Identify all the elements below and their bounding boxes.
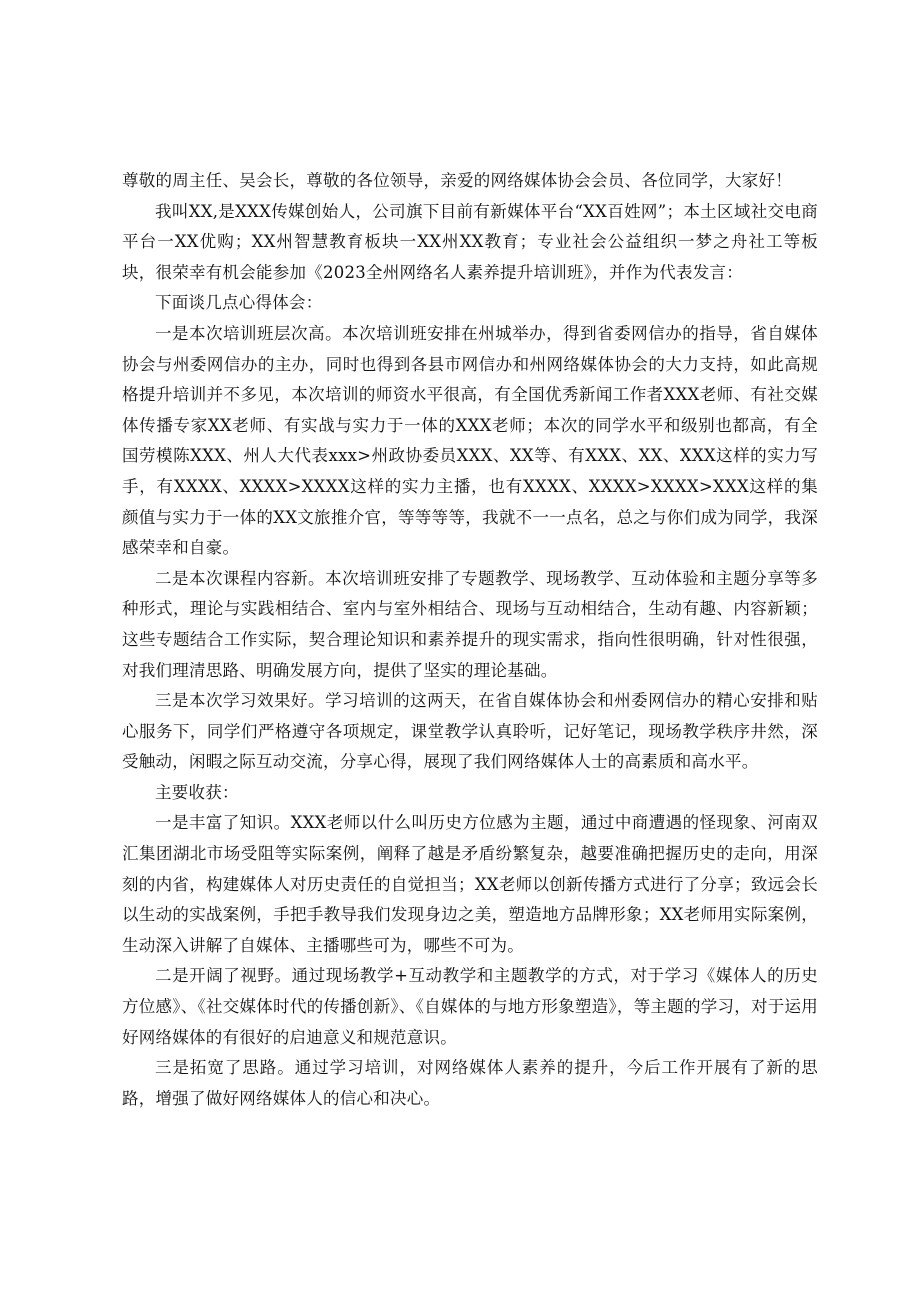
gain-point-1: 一是丰富了知识。XXX老师以什么叫历史方位感为主题，通过中商遭遇的怪现象、河南双汇集团湖北市场受阻等实际案例，阐释了越是矛盾纷繁复杂，越要准确把握历史的走向，用深刻的内省，构建媒体人对历史责任的自觉担当；XX老师以创新传播方式进行了分享；致远会长以生动的实战案例，手把手教导我们发现身边之美，塑造地方品牌形象；XX老师用实际案例，生动深入讲解了自媒体、主播哪些可为，哪些不可为。 bbox=[122, 813, 818, 955]
experience-point-1: 一是本次培训班层次高。本次培训班安排在州城举办，得到省委网信办的指导，省自媒体协会与州委网信办的主办，同时也得到各县市网信办和州网络媒体协会的大力支持，如此高规格提升培训并不多见，本次培训的师资水平很高，有全国优秀新闻工作者XXX老师、有社交媒体传播专家XX老师、有实战与实力于一体的XXX老师；本次的同学水平和级别也都高，有全国劳模陈XXX、州人大代表xxx>州政协委员XXX、XX等、有XXX、XX、XXX这样的实力写手，有XXXX、XXXX>XXXX这样的实力主播，也有XXXX、XXXX>XXXX>XXX这样的集颜值与实力于一体的XX文旅推介官，等等等等，我就不一一点名，总之与你们成为同学，我深感荣幸和自豪。 bbox=[122, 323, 818, 558]
greeting-paragraph: 尊敬的周主任、吴会长，尊敬的各位领导，亲爱的网络媒体协会会员、各位同学，大家好！ bbox=[122, 171, 792, 190]
gains-heading: 主要收获： bbox=[155, 782, 239, 802]
gain-point-3: 三是拓宽了思路。通过学习培训，对网络媒体人素养的提升，今后工作开展有了新的思路，增强了做好网络媒体人的信心和决心。 bbox=[122, 1058, 818, 1108]
speech-body bbox=[122, 166, 818, 1114]
experience-heading: 下面谈几点心得体会： bbox=[155, 293, 323, 313]
experience-point-3: 三是本次学习效果好。学习培训的这两天，在省自媒体协会和州委网信办的精心安排和贴心服务下，同学们严格遵守各项规定，课堂教学认真聆听，记好笔记，现场教学秩序井然，深受触动，闲暇之际互动交流，分享心得，展现了我们网络媒体人士的高素质和高水平。 bbox=[122, 691, 818, 772]
gain-point-2: 二是开阔了视野。通过现场教学+互动教学和主题教学的方式，对于学习《媒体人的历史方位感》、《社交媒体时代的传播创新》、《自媒体的与地方形象塑造》，等主题的学习，对于运用好网络媒体的有很好的启迪意义和规范意识。 bbox=[122, 966, 818, 1047]
self-introduction-paragraph: 我叫XX,是XXX传媒创始人，公司旗下目前有新媒体平台“XX百姓网”；本土区域社交电商平台一XX优购；XX州智慧教育板块一XX州XX教育；专业社会公益组织一梦之舟社工等板块，很荣幸有机会能参加《2023全州网络名人素养提升培训班》，并作为代表发言： bbox=[122, 201, 818, 282]
experience-point-2: 二是本次课程内容新。本次培训班安排了专题教学、现场教学、互动体验和主题分享等多种形式，理论与实践相结合、室内与室外相结合、现场与互动相结合，生动有趣、内容新颖；这些专题结合工作实际，契合理论知识和素养提升的现实需求，指向性很明确，针对性很强，对我们理清思路、明确发展方向，提供了坚实的理论基础。 bbox=[122, 568, 818, 680]
